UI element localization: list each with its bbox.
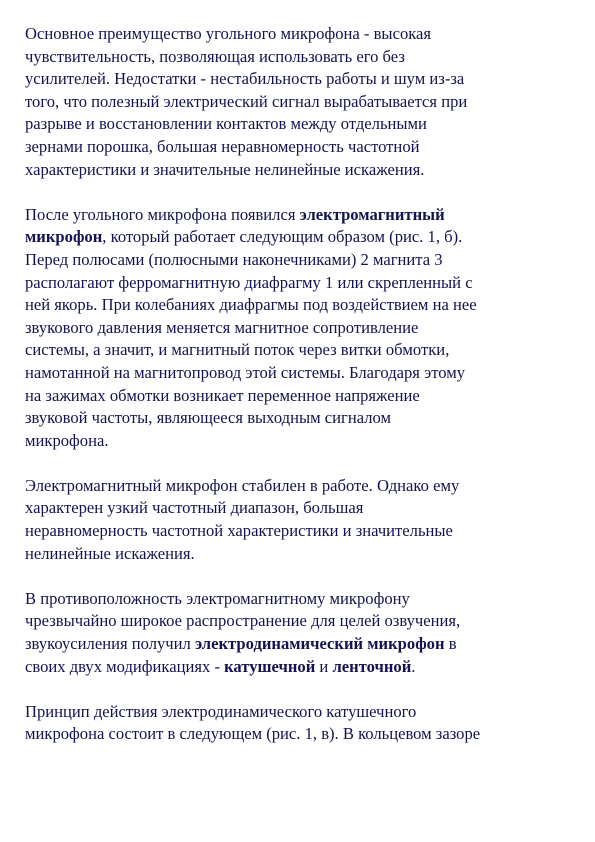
text-line: характеристики и значительные нелинейные искажения. [25,159,425,179]
text-line: ней якорь. При колебаниях диафрагмы под воздействием на нее [25,295,477,315]
text-run: . [411,656,416,676]
bold-term: микрофон [25,227,103,247]
paragraph-carbon-microphone [25,23,575,181]
text-line: звукового давления меняется магнитное сопротивление [25,317,419,337]
text-line [25,226,575,249]
text-run: в [444,634,457,654]
paragraph-electromagnetic-microphone [25,204,575,453]
paragraph-electromagnetic-drawbacks [25,475,575,565]
text-run: звукоусиления получил [25,634,195,654]
text-line: Основное преимущество угольного микрофона - высокая [25,24,432,43]
text-run: , который работает следующим образом (рис. 1, б). [102,227,463,247]
bold-term: катушечной [224,656,316,676]
text-line: зернами порошка, большая неравномерность частотной [25,136,420,156]
text-line: намотанной на магнитопровод этой системы. Благодаря этому [25,362,466,382]
text-line: системы, а значит, и магнитный поток через витки обмотки, [25,340,450,360]
text-line: чрезвычайно широкое распространение для целей озвучения, [25,611,461,631]
text-run: своих двух модификациях - [25,656,225,676]
text-line: чувствительность, позволяющая использовать его без [25,46,405,66]
bold-term: электродинамический микрофон [194,634,445,654]
text-line: Электромагнитный микрофон стабилен в работе. Однако ему [25,475,460,495]
text-line [25,656,575,679]
text-line: располагают ферромагнитную диафрагму 1 или скрепленный с [25,272,473,292]
text-line: В противоположность электромагнитному микрофону [25,588,410,608]
text-line: того, что полезный электрический сигнал вырабатывается при [25,91,468,111]
text-line: микрофона. [25,430,109,450]
text-line: звуковой частоты, являющееся выходным сигналом [25,408,391,428]
document-page [25,23,575,769]
paragraph-electrodynamic-microphone [25,588,575,678]
text-line [25,204,575,227]
paragraph-coil-microphone-principle [25,701,575,746]
text-line: нелинейные искажения. [25,543,195,563]
text-line: на зажимах обмотки возникает переменное напряжение [25,385,420,405]
text-line: разрыве и восстановлении контактов между отдельными [25,114,427,134]
bold-term: ленточной [332,656,412,676]
text-line: характерен узкий частотный диапазон, большая [25,498,364,518]
text-line: Перед полюсами (полюсными наконечниками) 2 магнита 3 [25,249,443,269]
text-run: и [315,656,333,676]
bold-term: электромагнитный [299,204,445,224]
text-line: микрофона состоит в следующем (рис. 1, в). В кольцевом зазоре [25,724,481,744]
text-line: Принцип действия электродинамического катушечного [25,701,417,721]
text-line [25,633,575,656]
text-run: После угольного микрофона появился [25,204,300,224]
text-line: неравномерность частотной характеристики и значительные [25,521,453,541]
text-line: усилителей. Недостатки - нестабильность работы и шум из-за [25,69,465,89]
